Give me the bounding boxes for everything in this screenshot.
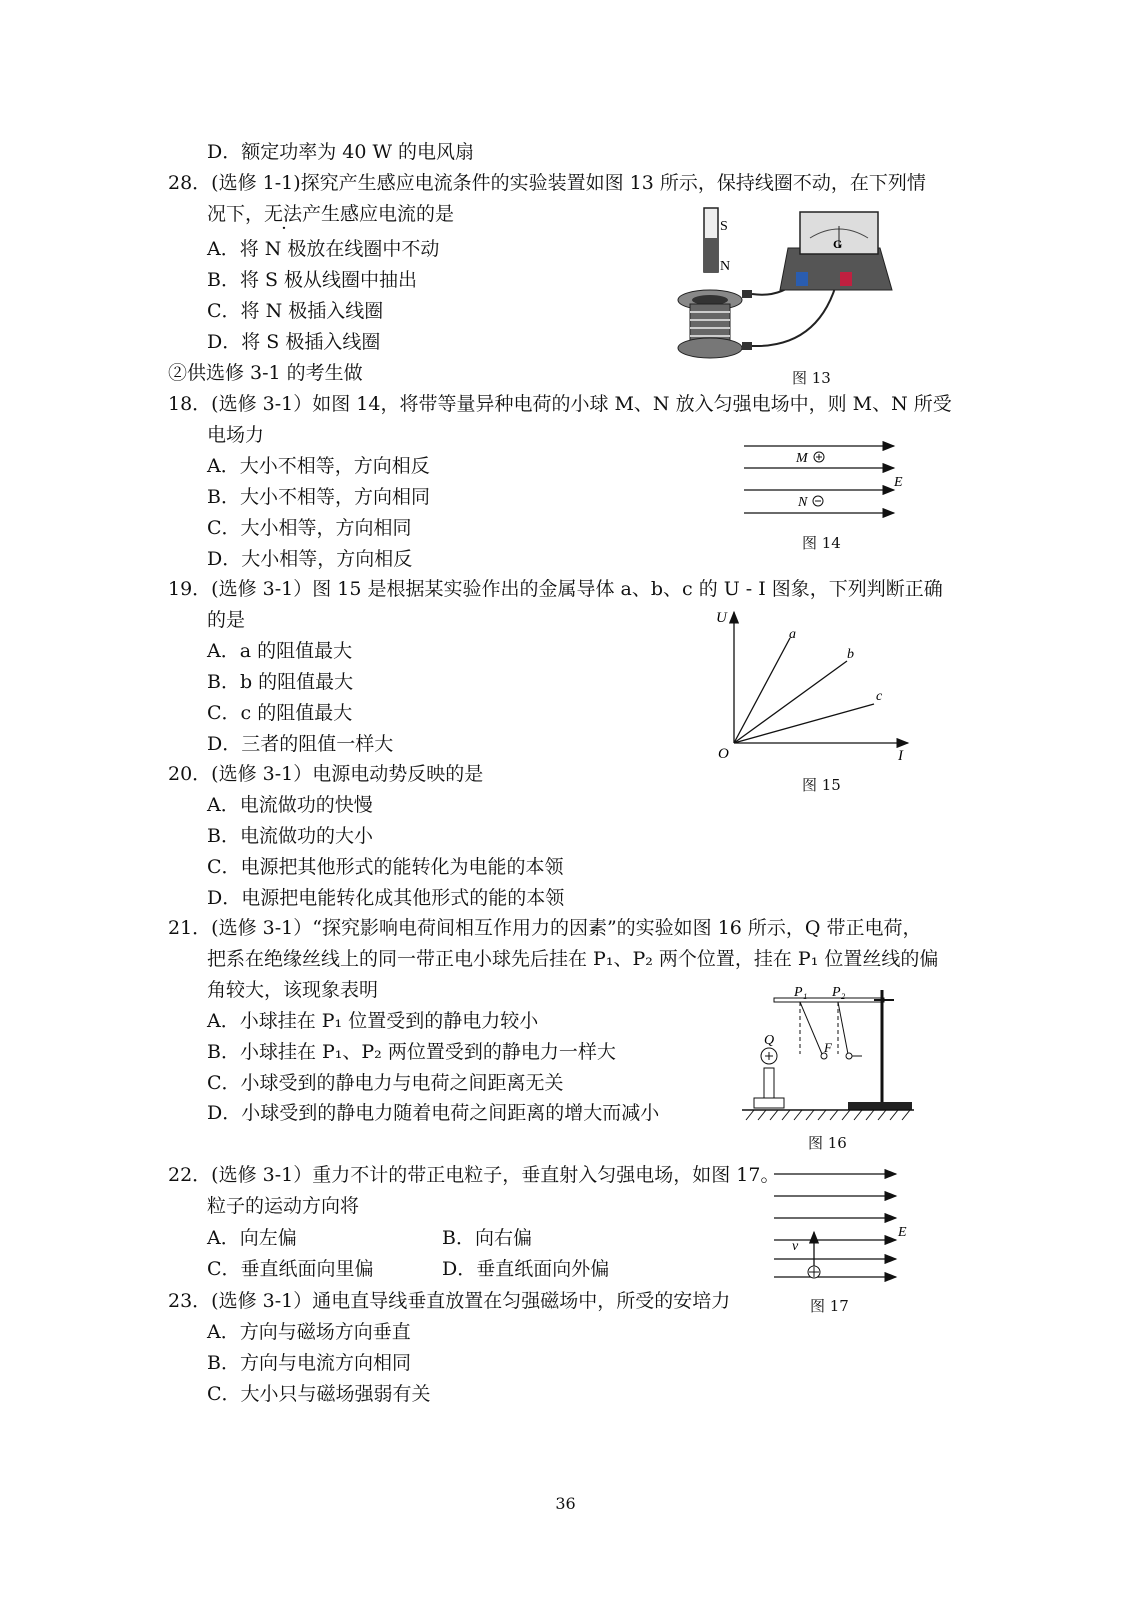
label-u: U <box>716 610 727 626</box>
label-a: a <box>789 627 796 642</box>
figure-15 <box>712 608 912 763</box>
q18-option-d: D．大小相等，方向相反 <box>207 548 413 570</box>
q28-option-b: B．将 S 极从线圈中抽出 <box>207 269 418 291</box>
label-b: b <box>847 647 854 662</box>
q22-option-d: D．垂直纸面向外偏 <box>442 1258 610 1280</box>
q19-option-a: A．a 的阻值最大 <box>207 640 353 662</box>
stand-base <box>848 1102 912 1110</box>
q-base <box>754 1098 784 1108</box>
q19-option-c: C．c 的阻值最大 <box>207 702 353 724</box>
section-heading: ②供选修 3-1 的考生做 <box>168 362 363 384</box>
figure-16-caption: 图 16 <box>808 1134 847 1152</box>
coil-bottom <box>678 338 742 358</box>
line-a <box>734 638 790 743</box>
q19-stem: 19．(选修 3-1）图 15 是根据某实验作出的金属导体 a、b、c 的 U - I 图象，下列判断正确 <box>168 578 943 600</box>
q23-stem: 23．(选修 3-1）通电直导线垂直放置在匀强磁场中，所受的安培力 <box>168 1290 731 1312</box>
label-p2: P₂ <box>832 985 846 1000</box>
label-q: Q <box>764 1033 775 1048</box>
q21-stem-cont2: 角较大，该现象表明 <box>207 979 379 1001</box>
q22-option-a: A．向左偏 <box>207 1227 297 1249</box>
q28-stem: 28．(选修 1-1)探究产生感应电流条件的实验装置如图 13 所示，保持线圈不动，在下列情 <box>168 172 926 194</box>
figure-15-caption: 图 15 <box>802 776 841 794</box>
figure-16 <box>742 982 914 1128</box>
q18-option-c: C．大小相等，方向相同 <box>207 517 412 539</box>
p1-thread <box>800 1002 822 1054</box>
q20-stem: 20．(选修 3-1）电源电动势反映的是 <box>168 763 484 785</box>
q18-option-a: A．大小不相等，方向相反 <box>207 455 430 477</box>
q23-option-a: A．方向与磁场方向垂直 <box>207 1321 411 1343</box>
q28-emphasis: 无法 <box>264 203 303 225</box>
q20-option-b: B．电流做功的大小 <box>207 825 373 847</box>
page-number: 36 <box>555 1494 576 1513</box>
q18-option-b: B．大小不相等，方向相同 <box>207 486 430 508</box>
coil-terminal-2 <box>742 342 752 350</box>
q19-option-b: B．b 的阻值最大 <box>207 671 354 693</box>
terminal-blue <box>796 272 808 286</box>
label-v: v <box>792 1239 799 1254</box>
q28-option-a: A．将 N 极放在线圈中不动 <box>207 238 440 260</box>
q22-option-c: C．垂直纸面向里偏 <box>207 1258 374 1280</box>
label-i: I <box>898 748 903 764</box>
label-e: E <box>894 475 903 490</box>
q28-stem-cont <box>207 202 454 226</box>
q28-option-c: C．将 N 极插入线圈 <box>207 300 384 322</box>
figure-17 <box>772 1166 912 1286</box>
terminal-red <box>840 272 852 286</box>
q22-stem: 22．(选修 3-1）重力不计的带正电粒子，垂直射入匀强电场，如图 17。 <box>168 1164 780 1186</box>
magnet-n-label: N <box>720 259 731 274</box>
q22-stem-cont: 粒子的运动方向将 <box>207 1195 360 1217</box>
q-stand <box>764 1068 774 1098</box>
line-c <box>734 704 874 743</box>
q21-option-a: A．小球挂在 P₁ 位置受到的静电力较小 <box>207 1010 539 1032</box>
figure-14-caption: 图 14 <box>802 534 841 552</box>
q21-option-b: B．小球挂在 P₁、P₂ 两位置受到的静电力一样大 <box>207 1041 616 1063</box>
ball-p2 <box>846 1053 852 1059</box>
magnet-s-label: S <box>720 219 728 234</box>
label-c: c <box>876 689 883 704</box>
q21-stem-cont: 把系在绝缘丝线上的同一带正电小球先后挂在 P₁、P₂ 两个位置，挂在 P₁ 位置丝线的偏 <box>207 948 939 970</box>
label-n: N <box>798 495 808 510</box>
meter-label: G <box>833 237 843 251</box>
q23-option-c: C．大小只与磁场强弱有关 <box>207 1383 431 1405</box>
q20-option-c: C．电源把其他形式的能转化为电能的本领 <box>207 856 564 878</box>
q27-option-d: D．额定功率为 40 W 的电风扇 <box>207 141 475 163</box>
line-b <box>734 661 847 743</box>
q21-stem: 21．(选修 3-1）“探究影响电荷间相互作用力的因素”的实验如图 16 所示，Q 带正电荷， <box>168 917 922 939</box>
p2-thread <box>838 1002 848 1054</box>
figure-14 <box>742 438 912 524</box>
q20-option-a: A．电流做功的快慢 <box>207 794 373 816</box>
figure-17-caption: 图 17 <box>810 1297 849 1315</box>
label-m: M <box>796 451 808 466</box>
q21-option-d: D．小球受到的静电力随着电荷之间距离的增大而减小 <box>207 1102 660 1124</box>
magnet-n-half <box>704 238 718 272</box>
q23-option-b: B．方向与电流方向相同 <box>207 1352 411 1374</box>
q21-option-c: C．小球受到的静电力与电荷之间距离无关 <box>207 1072 564 1094</box>
q28-option-d: D．将 S 极插入线圈 <box>207 331 381 353</box>
figure-13-caption: 图 13 <box>792 369 831 387</box>
label-o: O <box>718 746 729 762</box>
label-p1: P₁ <box>794 985 808 1000</box>
q19-option-d: D．三者的阻值一样大 <box>207 733 394 755</box>
figure-13 <box>670 208 900 368</box>
q18-stem: 18．(选修 3-1）如图 14，将带等量异种电荷的小球 M、N 放入匀强电场中，则 M、N 所受 <box>168 393 952 415</box>
q18-stem-cont: 电场力 <box>207 424 265 446</box>
label-f: F <box>824 1040 832 1055</box>
q19-stem-cont: 的是 <box>207 609 246 631</box>
q20-option-d: D．电源把电能转化成其他形式的能的本领 <box>207 887 565 909</box>
q28-stem-cont-a: 况下， <box>207 203 265 225</box>
coil-terminal-1 <box>742 290 752 298</box>
q22-option-b: B．向右偏 <box>442 1227 532 1249</box>
table-hatch <box>746 1110 910 1120</box>
rod <box>774 998 884 1002</box>
q28-stem-cont-c: 产生感应电流的是 <box>302 203 455 225</box>
label-e17: E <box>898 1225 907 1240</box>
